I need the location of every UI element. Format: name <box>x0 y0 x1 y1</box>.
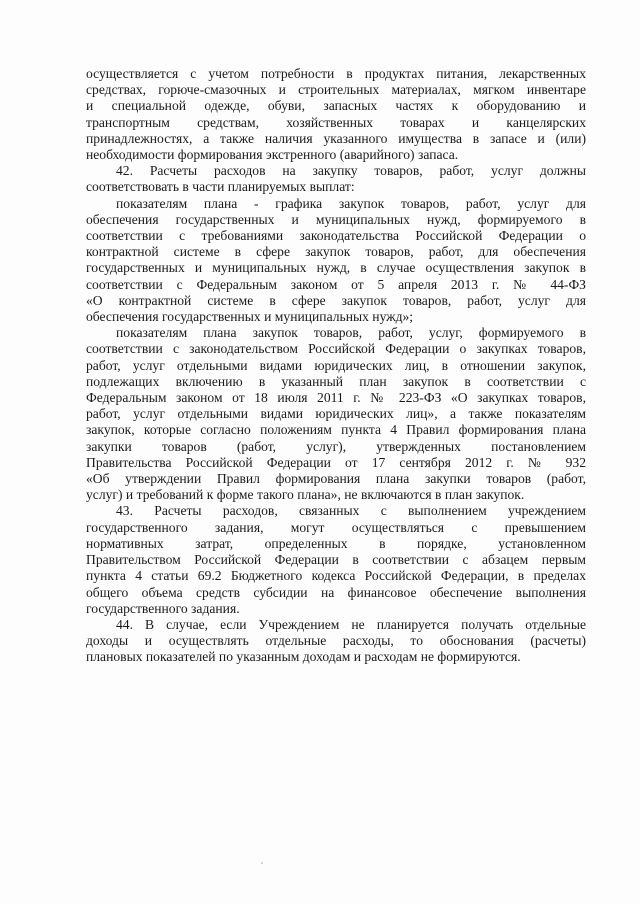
text-line: показателям плана - графика закупок товаров, работ, услуг для <box>116 195 586 211</box>
text-line: нормативных затрат, определенных в порядке, установленном <box>86 535 586 551</box>
text-line: подлежащих включению в указанный план закупок в соответствии с <box>86 373 586 389</box>
text-line: транспортным средствам, хозяйственных товарах и канцелярских <box>86 114 586 130</box>
text-line: 43. Расчеты расходов, связанных с выполнением учреждением <box>116 503 586 519</box>
text-line: контрактной системе в сфере закупок товаров, работ, для обеспечения <box>86 244 586 260</box>
text-line: общего объема средств субсидии на финансовое обеспечение выполнения <box>86 584 586 600</box>
scan-speck <box>261 862 263 864</box>
text-line: показателям плана закупок товаров, работ, услуг, формируемого в <box>116 325 586 341</box>
text-line: работ, услуг отдельными видами юридических лиц», а также показателям <box>86 406 586 422</box>
text-line: «О контрактной системе в сфере закупок товаров, работ, услуг для <box>86 292 586 308</box>
text-line: государственного задания. <box>86 600 240 616</box>
paragraph-p-43 <box>86 503 586 616</box>
text-line: необходимости формирования экстренного (аварийного) запаса. <box>86 147 459 163</box>
text-line: услуг) и требований к форме такого плана», не включаются в план закупок. <box>86 487 525 503</box>
document-body <box>86 66 586 666</box>
text-line: принадлежностях, а также наличия указанного имущества в запасе и (или) <box>86 130 586 146</box>
text-line: осуществляется с учетом потребности в продуктах питания, лекарственных <box>86 66 586 81</box>
paragraph-p-44 <box>86 617 586 666</box>
text-line: соответствии с законодательством Российской Федерации о закупках товаров, <box>86 341 586 357</box>
text-line: обеспечения государственных и муниципальных нужд»; <box>86 309 414 325</box>
text-line: 42. Расчеты расходов на закупку товаров, работ, услуг должны <box>116 163 586 179</box>
text-line: Правительством Российской Федерации в соответствии с абзацем первым <box>86 552 586 568</box>
text-line: доходы и осуществлять отдельные расходы, то обоснования (расчеты) <box>86 633 586 649</box>
text-line: плановых показателей по указанным доходам и расходам не формируются. <box>86 649 521 665</box>
text-line: Федеральным законом от 18 июля 2011 г. № 223-ФЗ «О закупках товаров, <box>86 390 586 406</box>
paragraph-p-42 <box>86 163 586 195</box>
text-line: государственного задания, могут осуществляться с превышением <box>86 519 586 535</box>
text-line: пункта 4 статьи 69.2 Бюджетного кодекса Российской Федерации, в пределах <box>86 568 586 584</box>
text-line: соответствовать в части планируемых выплат: <box>86 179 355 195</box>
text-line: государственных и муниципальных нужд, в случае осуществления закупок в <box>86 260 586 276</box>
text-line: соответствии с Федеральным законом от 5 апреля 2013 г. № 44-ФЗ <box>86 276 586 292</box>
text-line: закупок, которые согласно положениям пункта 4 Правил формирования плана <box>86 422 586 438</box>
text-line: закупки товаров (работ, услуг), утвержденных постановлением <box>86 438 586 454</box>
text-line: средствах, горюче-смазочных и строительных материалах, мягком инвентаре <box>86 82 586 98</box>
text-line: «Об утверждении Правил формирования плана закупки товаров (работ, <box>86 471 586 487</box>
text-line: обеспечения государственных и муниципальных нужд, формируемого в <box>86 211 586 227</box>
text-line: 44. В случае, если Учреждением не планируется получать отдельные <box>116 616 586 632</box>
text-line: работ, услуг отдельными видами юридических лиц, в отношении закупок, <box>86 357 586 373</box>
text-line: соответствии с требованиями законодательства Российской Федерации о <box>86 228 586 244</box>
paragraph-p-42a <box>86 196 586 326</box>
text-line: и специальной одежде, обуви, запасных частях к оборудованию и <box>86 98 586 114</box>
text-line: Правительства Российской Федерации от 17 сентября 2012 г. № 932 <box>86 454 586 470</box>
paragraph-p-42b <box>86 325 586 503</box>
paragraph-p-cont <box>86 66 586 163</box>
